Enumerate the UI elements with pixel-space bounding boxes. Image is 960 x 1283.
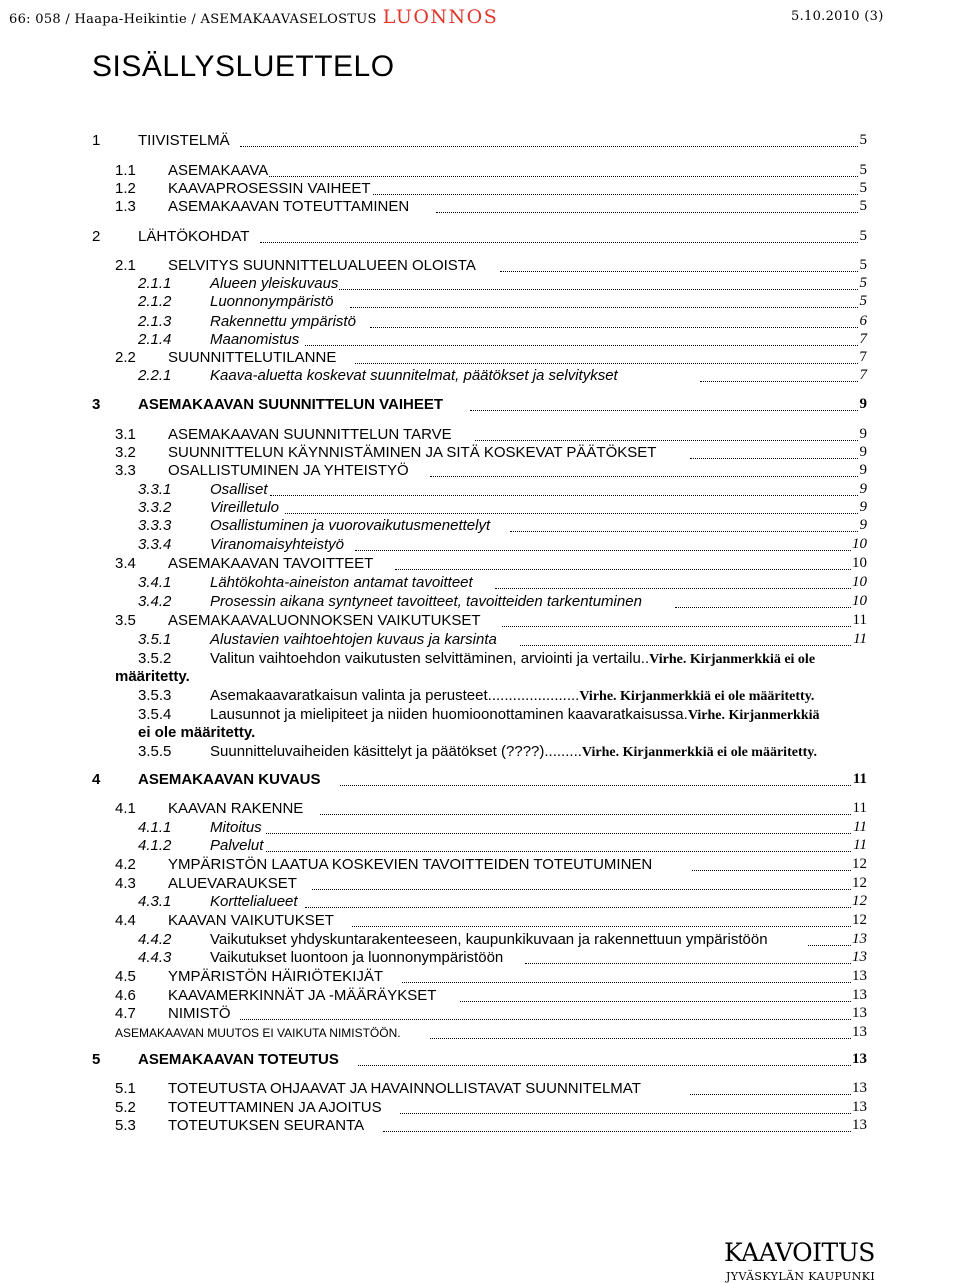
toc-title: TOTEUTUKSEN SEURANTA [168,1117,365,1134]
toc-entry-3-5-3[interactable] [138,687,171,704]
toc-title: Alustavien vaihtoehtojen kuvaus ja karsinta [210,631,497,648]
toc-page: 5 [859,228,867,244]
toc-title: ASEMAKAAVAN TAVOITTEET [168,555,374,572]
toc-title: Osallistuminen ja vuorovaikutusmenettelyt [210,517,491,534]
toc-page: 10 [852,555,867,571]
toc-entry-4-7[interactable] [0,1005,960,1023]
toc-title: OSALLISTUMINEN JA YHTEISTYÖ [168,462,409,479]
toc-number: 2.1.2 [138,293,172,310]
toc-leader [305,331,860,346]
toc-entry-4-4-3[interactable] [0,949,960,967]
toc-leader [430,462,860,477]
toc-entry-2-1[interactable] [0,257,960,275]
toc-title: SELVITYS SUUNNITTELUALUEEN OLOISTA [168,257,476,274]
toc-number: 3.5.1 [138,631,172,648]
toc-page: 9 [859,444,867,460]
toc-entry-5-1[interactable] [0,1080,960,1098]
toc-leader [402,968,855,983]
toc-page: 7 [859,331,867,347]
toc-title: ASEMAKAAVAN TOTEUTTAMINEN [168,198,410,215]
toc-number: 3.4.1 [138,574,172,591]
toc-title: TOTEUTUSTA OHJAAVAT JA HAVAINNOLLISTAVAT SUUNNITELMAT [168,1080,641,1097]
toc-page: 12 [852,875,867,891]
page-header [9,6,884,28]
toc-page: 12 [852,893,867,909]
toc-number: 5.3 [115,1117,136,1134]
toc-title: ASEMAKAAVAN SUUNNITTELUN VAIHEET [138,396,444,413]
toc-entry-1-2[interactable] [0,180,960,198]
toc-title: Alueen yleiskuvaus [210,275,339,292]
toc-leader [430,1024,855,1039]
toc-title: Palvelut [210,837,264,854]
toc-page: 5 [859,275,867,291]
toc-leader [305,893,855,908]
toc-number: 3.5.4 [138,706,172,723]
toc-entry-2-1-1[interactable] [0,275,960,293]
toc-number: 1.2 [115,180,136,197]
toc-title: KAAVAN RAKENNE [168,800,304,817]
toc-number: 4.1.1 [138,819,172,836]
toc-number: 4.4.3 [138,949,172,966]
toc-title: ASEMAKAAVALUONNOKSEN VAIKUTUKSET [168,612,481,629]
toc-number: 4.6 [115,987,136,1004]
toc-leader [340,771,855,786]
toc-page: 7 [859,349,867,365]
toc-number: 3.3.1 [138,481,172,498]
toc-page: 13 [852,1117,867,1133]
toc-entry-3-3[interactable] [0,462,960,480]
toc-leader [255,162,860,177]
toc-number: 5.2 [115,1099,136,1116]
toc-leader [266,819,855,834]
toc-page: 11 [853,819,867,835]
toc-entry-4-2[interactable] [0,856,960,874]
toc-number: 3.3.3 [138,517,172,534]
toc-title-3-5-4: Lausunnot ja mielipiteet ja niiden huomioonottaminen kaavaratkaisussa.Virhe. Kirjanmerkkiä [210,706,820,723]
toc-number: 4.3 [115,875,136,892]
toc-entry-3-4-2[interactable] [0,593,960,611]
toc-number: 4.4 [115,912,136,929]
toc-leader [395,555,855,570]
bookmark-error-continued: määritetty. [115,668,190,685]
toc-title: Vaikutukset luontoon ja luonnonympäristöön [210,949,504,966]
toc-number: 4.5 [115,968,136,985]
toc-entry-3-4-1[interactable] [0,574,960,592]
toc-number: 3.4.2 [138,593,172,610]
toc-title-3-5-5: Suunnitteluvaiheiden käsittelyt ja päätökset (????).........Virhe. Kirjanmerkkiä ei ole määritetty. [210,743,817,760]
document-reference: 66: 058 / Haapa-Heikintie / ASEMAKAAVASELOSTUS [9,12,377,27]
toc-number: 4.2 [115,856,136,873]
draft-stamp: LUONNOS [382,6,499,28]
toc-title: SUUNNITTELUN KÄYNNISTÄMINEN JA SITÄ KOSKEVAT PÄÄTÖKSET [168,444,657,461]
toc-leader [360,180,860,195]
toc-entry-4[interactable] [0,771,960,789]
toc-entry-5-3[interactable] [0,1117,960,1135]
toc-leader [270,481,860,496]
toc-title: KAAVAN VAIKUTUKSET [168,912,334,929]
toc-entry-4-4[interactable] [0,912,960,930]
toc-number: 4.1 [115,800,136,817]
toc-title-3-5-3: Asemakaavaratkaisun valinta ja perusteet......................Virhe. Kirjanmerkkiä ei ole määritetty. [210,687,815,704]
toc-number: 2 [92,228,101,245]
toc-number: 4.7 [115,1005,136,1022]
toc-page: 5 [859,162,867,178]
toc-title: YMPÄRISTÖN HÄIRIÖTEKIJÄT [168,968,384,985]
toc-page: 13 [852,1080,867,1096]
toc-leader [320,800,855,815]
toc-number: 1 [92,132,101,149]
toc-entry-2-1-2[interactable] [0,293,960,311]
toc-entry-1[interactable] [0,132,960,150]
footer-logo [724,1238,876,1283]
toc-entry-3-3-2[interactable] [0,499,960,517]
toc-title: ASEMAKAAVAN MUUTOS EI VAIKUTA NIMISTÖÖN. [115,1026,401,1040]
toc-leader [358,1051,855,1066]
toc-page: 5 [859,132,867,148]
toc-leader [240,132,860,147]
toc-leader [525,949,855,964]
toc-entry-2-1-4[interactable] [0,331,960,349]
toc-leader [436,198,860,213]
toc-number: 3.5.3 [138,687,172,704]
toc-leader [355,536,855,551]
toc-number: 2.1 [115,257,136,274]
toc-page: 12 [852,912,867,928]
toc-page: 9 [859,499,867,515]
toc-number: 5.1 [115,1080,136,1097]
toc-number: 2.1.4 [138,331,172,348]
toc-leader [690,444,860,459]
department-name: KAAVOITUS [724,1238,875,1267]
toc-title: Vireilletulo [210,499,279,516]
toc-leader [700,367,860,382]
toc-page: 9 [859,481,867,497]
toc-title: Maanomistus [210,331,300,348]
toc-title: Vaikutukset yhdyskuntarakenteeseen, kaupunkikuvaan ja rakennettuun ympäristöön [210,931,768,948]
toc-number: 5 [92,1051,101,1068]
toc-title: Luonnonympäristö [210,293,334,310]
toc-entry-3-3-4[interactable] [0,536,960,554]
toc-title: NIMISTÖ [168,1005,231,1022]
toc-entry-2[interactable] [0,228,960,246]
toc-page: 9 [859,396,867,412]
toc-title: ASEMAKAAVAN KUVAUS [138,771,321,788]
toc-number: 1.3 [115,198,136,215]
toc-leader [352,912,855,927]
toc-page: 11 [853,837,867,853]
toc-title: KAAVAMERKINNÄT JA -MÄÄRÄYKSET [168,987,437,1004]
toc-number: 4.1.2 [138,837,172,854]
toc-page: 13 [852,1051,867,1067]
toc-title: ASEMAKAAVAN SUUNNITTELUN TARVE [168,426,452,443]
toc-number: 3.3.4 [138,536,172,553]
toc-number: 3.5 [115,612,136,629]
toc-leader [510,517,860,532]
toc-title: Lähtökohta-aineiston antamat tavoitteet [210,574,473,591]
toc-title: Osalliset [210,481,268,498]
toc-page: 13 [852,1024,867,1040]
toc-number: 4 [92,771,101,788]
toc-entry-4-1-1[interactable] [0,819,960,837]
toc-entry-4-5[interactable] [0,968,960,986]
toc-title: Kaava-aluetta koskevat suunnitelmat, päätökset ja selvitykset [210,367,618,384]
toc-leader [460,987,855,1002]
toc-leader [285,499,860,514]
toc-entry-5-2[interactable] [0,1099,960,1117]
toc-number: 3.5.2 [138,650,172,667]
toc-title: ASEMAKAAVA [168,162,269,179]
toc-entry-3-5[interactable] [0,612,960,630]
toc-entry-4-3[interactable] [0,875,960,893]
toc-entry-4-1[interactable] [0,800,960,818]
toc-entry-3-1[interactable] [0,426,960,444]
bookmark-error-continued: ei ole määritetty. [138,724,256,741]
toc-page: 5 [859,198,867,214]
toc-entry-3-2[interactable] [0,444,960,462]
toc-number: 2.2.1 [138,367,172,384]
toc-page: 5 [859,293,867,309]
bookmark-error: Virhe. Kirjanmerkkiä ei ole [649,652,816,667]
toc-number: 3 [92,396,101,413]
toc-number: 2.1.3 [138,313,172,330]
toc-page: 10 [852,574,867,590]
toc-number: 4.3.1 [138,893,172,910]
bookmark-error: Virhe. Kirjanmerkkiä ei ole määritetty. [579,689,815,704]
toc-entry-3-3-3[interactable] [0,517,960,535]
toc-number: 1.1 [115,162,136,179]
bookmark-error: Virhe. Kirjanmerkkiä [687,708,820,723]
toc-leader [808,931,855,946]
toc-page: 13 [852,968,867,984]
toc-entry-2-2-1[interactable] [0,367,960,385]
toc-title: Prosessin aikana syntyneet tavoitteet, tavoitteiden tarkentuminen [210,593,642,610]
toc-entry-2-2[interactable] [0,349,960,367]
toc-leader [330,275,860,290]
toc-page: 5 [859,257,867,273]
toc-leader [355,349,860,364]
toc-number: 3.5.5 [138,743,172,760]
toc-entry-3-5-2[interactable] [138,650,171,667]
toc-leader [312,875,855,890]
toc-title: TOTEUTTAMINEN JA AJOITUS [168,1099,382,1116]
toc-entry-3-5-1[interactable] [0,631,960,649]
toc-number: 3.2 [115,444,136,461]
toc-entry-2-1-3[interactable] [0,313,960,331]
bookmark-error: Virhe. Kirjanmerkkiä ei ole määritetty. [581,745,817,760]
toc-entry-1-3[interactable] [0,198,960,216]
toc-title: ASEMAKAAVAN TOTEUTUS [138,1051,339,1068]
toc-leader [502,612,855,627]
toc-title: Rakennettu ympäristö [210,313,356,330]
toc-entry-3-4[interactable] [0,555,960,573]
toc-title-3-5-2: Valitun vaihtoehdon vaikutusten selvittäminen, arviointi ja vertailu..Virhe. Kirjanmerkkiä ei ole [210,650,816,667]
toc-entry-3-3-1[interactable] [0,481,960,499]
toc-page: 9 [859,517,867,533]
city-name: JYVÄSKYLÄN KAUPUNKI [726,1270,876,1283]
toc-entry-naming-note[interactable] [0,1024,960,1042]
toc-title: Mitoitus [210,819,262,836]
toc-entry-3-5-5[interactable] [138,743,171,760]
toc-page: 13 [852,987,867,1003]
toc-entry-4-1-2[interactable] [0,837,960,855]
toc-title: TIIVISTELMÄ [138,132,230,149]
toc-leader [266,837,855,852]
toc-entry-1-1[interactable] [0,162,960,180]
toc-page: 13 [852,1099,867,1115]
toc-entry-3[interactable] [0,396,960,414]
toc-title: LÄHTÖKOHDAT [138,228,250,245]
toc-entry-4-4-2[interactable] [0,931,960,949]
toc-entry-5[interactable] [0,1051,960,1069]
toc-leader [692,856,855,871]
toc-page: 9 [859,462,867,478]
toc-leader [383,1117,855,1132]
toc-title: ALUEVARAUKSET [168,875,297,892]
toc-leader [240,1005,855,1020]
toc-number: 2.1.1 [138,275,172,292]
toc-number: 3.1 [115,426,136,443]
toc-entry-4-6[interactable] [0,987,960,1005]
toc-entry-3-5-4[interactable] [138,706,171,723]
toc-leader [475,426,860,441]
toc-page: 13 [852,949,867,965]
toc-leader [350,293,860,308]
toc-number: 3.3 [115,462,136,479]
toc-page: 13 [852,931,867,947]
document-date: 5.10.2010 (3) [791,9,884,24]
toc-leader [400,1099,855,1114]
toc-title: KAAVAPROSESSIN VAIHEET [168,180,371,197]
toc-leader [470,396,860,411]
toc-number: 3.4 [115,555,136,572]
toc-leader [495,574,855,589]
toc-page: 9 [859,426,867,442]
toc-number: 4.4.2 [138,931,172,948]
toc-leader [675,593,855,608]
toc-page: 11 [852,800,867,816]
toc-leader [500,257,860,272]
toc-title: YMPÄRISTÖN LAATUA KOSKEVIEN TAVOITTEIDEN TOTEUTUMINEN [168,856,653,873]
toc-title: Korttelialueet [210,893,298,910]
toc-leader [260,228,860,243]
toc-entry-4-3-1[interactable] [0,893,960,911]
toc-page: 7 [859,367,867,383]
toc-number: 2.2 [115,349,136,366]
toc-page: 12 [852,856,867,872]
toc-page: 10 [852,536,867,552]
toc-title: Viranomaisyhteistyö [210,536,344,553]
toc-page: 13 [852,1005,867,1021]
toc-title: SUUNNITTELUTILANNE [168,349,337,366]
toc-number: 3.3.2 [138,499,172,516]
toc-page: 10 [852,593,867,609]
toc-page: 11 [852,612,867,628]
toc-leader [690,1080,855,1095]
toc-leader [370,313,860,328]
toc-leader [520,631,855,646]
toc-page: 5 [859,180,867,196]
toc-page: 11 [852,771,867,787]
toc-page: 6 [859,313,867,329]
page-title: SISÄLLYSLUETTELO [92,50,395,83]
toc-page: 11 [853,631,867,647]
